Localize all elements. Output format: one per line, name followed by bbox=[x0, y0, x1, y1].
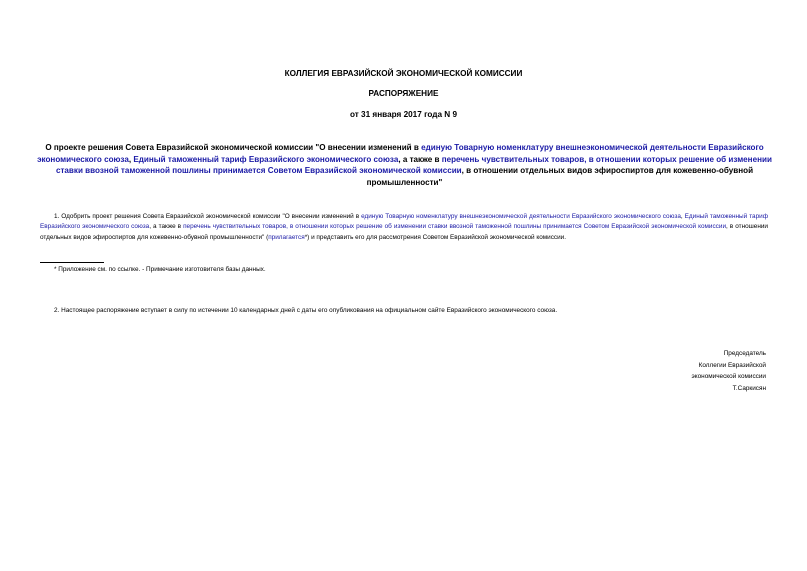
signature-name: Т.Саркисян bbox=[732, 384, 766, 392]
link-sensitive-goods-list[interactable]: перечень чувствительных товаров, в отношении которых решение об изменении ставки ввозной таможенной пошлины принимается Советом Евразийской экономической комиссии bbox=[183, 223, 727, 231]
signature-block bbox=[692, 348, 767, 394]
paragraph-1-text-3: , а также в bbox=[149, 223, 184, 231]
link-tn-ved[interactable]: единую Товарную номенклатуру внешнеэкономической деятельности Евразийского экономического союза bbox=[361, 213, 681, 220]
link-customs-tariff[interactable]: Единый таможенный тариф Евразийского экономического союза bbox=[133, 154, 399, 164]
title-text-1: О проекте решения Совета Евразийской экономической комиссии "О внесении изменений в bbox=[45, 143, 422, 152]
paragraph-2-text: 2. Настоящее распоряжение вступает в силу по истечении 10 календарных дней с даты его опубликования на официальном сайте Евразийского экономического союза. bbox=[54, 307, 558, 314]
document-date-number: от 31 января 2017 года N 9 bbox=[349, 110, 458, 119]
document-title bbox=[36, 142, 773, 188]
paragraph-1 bbox=[40, 212, 768, 243]
paragraph-1-text-2: , bbox=[680, 213, 685, 220]
link-tn-ved[interactable]: единую Товарную номенклатуру внешнеэкономической деятельности Евразийского экономического союза bbox=[37, 143, 764, 164]
signature-body: Коллегии Евразийской bbox=[698, 361, 766, 369]
footnote-divider bbox=[40, 262, 104, 263]
link-sensitive-goods-list[interactable]: перечень чувствительных товаров, в отношении которых решение об изменении ставки ввозной таможенной пошлины принимается Советом Евразийской экономической комиссии bbox=[55, 154, 772, 176]
footnote-text: * Приложение см. по ссылке. - Примечание изготовителя базы данных. bbox=[54, 266, 266, 273]
signature-body-2: экономической комиссии bbox=[691, 373, 766, 380]
document-type: РАСПОРЯЖЕНИЕ bbox=[368, 89, 439, 98]
paragraph-1-text-4: , в отношении отдельных видов эфироспиртов для кожевенно-обувной промышленности" ( bbox=[40, 223, 768, 241]
title-text-4: , в отношении отдельных видов эфироспиртов для кожевенно-обувной промышленности" bbox=[366, 166, 754, 187]
title-text-3: , а также в bbox=[398, 154, 442, 164]
paragraph-1-text-5: *) и представить его для рассмотрения Советом Евразийской экономической комиссии. bbox=[304, 233, 567, 241]
issuing-body: КОЛЛЕГИЯ ЕВРАЗИЙСКОЙ ЭКОНОМИЧЕСКОЙ КОМИССИИ bbox=[284, 69, 523, 78]
footnote bbox=[40, 265, 266, 275]
signature-position: Председатель bbox=[723, 350, 766, 357]
link-customs-tariff[interactable]: Единый таможенный тариф Евразийского экономического союза bbox=[40, 213, 768, 231]
paragraph-2 bbox=[40, 306, 768, 316]
paragraph-1-text-1: 1. Одобрить проект решения Совета Евразийской экономической комиссии "О внесении изменений в bbox=[54, 213, 362, 220]
link-attachment[interactable]: прилагается bbox=[268, 233, 305, 241]
title-text-2: , bbox=[128, 154, 134, 164]
